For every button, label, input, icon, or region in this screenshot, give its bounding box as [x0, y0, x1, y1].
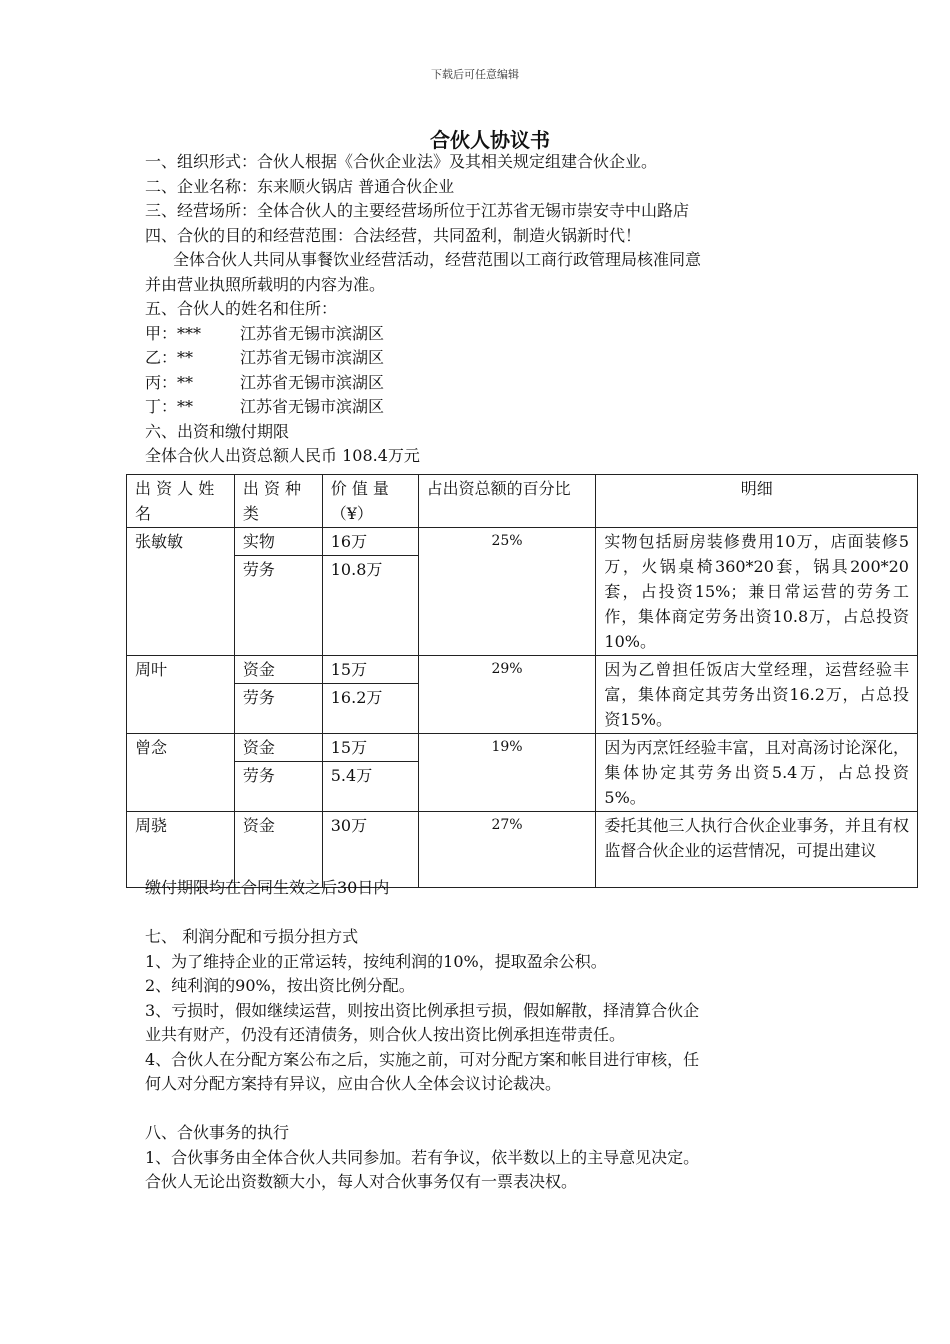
- person-row: [145, 371, 825, 396]
- table-row: [127, 656, 918, 684]
- contribution-value: 10.8万: [322, 556, 418, 656]
- clause-7: 七、 利润分配和亏损分担方式: [145, 927, 359, 946]
- contribution-percent: 19%: [418, 734, 596, 812]
- document-title: 合伙人协议书: [430, 128, 550, 152]
- contribution-value: 30万: [322, 812, 418, 888]
- person-name: 甲：***: [145, 323, 202, 343]
- investor-name: 周叶: [127, 656, 235, 734]
- scope-line-1: 全体合伙人共同从事餐饮业经营活动，经营范围以工商行政管理局核准同意: [173, 250, 702, 269]
- contribution-percent: 27%: [418, 812, 596, 888]
- clause-7-item-4-cont: 何人对分配方案持有异议，应由合伙人全体会议讨论裁决。: [145, 1074, 562, 1093]
- clause-6: 六、出资和缴付期限: [145, 421, 290, 441]
- contribution-detail: 实物包括厨房装修费用10万，店面装修5万，火锅桌椅360*20套，锅具200*20套，占投资15%；兼日常运营的劳务工作，集体商定劳务出资10.8万，占总投资10%。: [596, 528, 918, 656]
- person-address: 江苏省无锡市滨湖区: [240, 397, 385, 416]
- contribution-percent: 25%: [418, 528, 596, 656]
- intro-section: [145, 150, 825, 469]
- contribution-type: 劳务: [234, 762, 322, 812]
- blank-line: [145, 901, 825, 926]
- clause-7-item-1: 1、为了维持企业的正常运转，按纯利润的10%，提取盈余公积。: [145, 951, 607, 971]
- header-cell: 价 值 量（¥）: [322, 475, 418, 528]
- contribution-value: 5.4万: [322, 762, 418, 812]
- table-row: [127, 528, 918, 556]
- contribution-type: 劳务: [234, 684, 322, 734]
- table-row: [127, 734, 918, 762]
- contribution-detail: 因为丙烹饪经验丰富，且对高汤讨论深化，集体协定其劳务出资5.4万，占总投资5%。: [596, 734, 918, 812]
- person-name: 丙：**: [145, 372, 194, 392]
- person-row: [145, 395, 825, 420]
- contribution-percent: 29%: [418, 656, 596, 734]
- contribution-detail: 因为乙曾担任饭店大堂经理，运营经验丰富，集体商定其劳务出资16.2万，占总投资15%。: [596, 656, 918, 734]
- clause-3: 三、经营场所：全体合伙人的主要经营场所位于江苏省无锡市崇安寺中山路店: [145, 201, 690, 220]
- person-row: [145, 346, 825, 371]
- header-cell: 出 资 种 类: [234, 475, 322, 528]
- page-header: 下载后可任意编辑: [431, 68, 519, 81]
- header-cell: 出 资 人 姓 名: [127, 475, 235, 528]
- person-address: 江苏省无锡市滨湖区: [240, 348, 385, 367]
- investor-name: 周骁: [127, 812, 235, 888]
- blank-line: [145, 1097, 825, 1122]
- clause-8-item-1: 1、合伙事务由全体合伙人共同参加。若有争议，依半数以上的主导意见决定。: [145, 1147, 700, 1167]
- contribution-type: 资金: [234, 812, 322, 888]
- person-address: 江苏省无锡市滨湖区: [240, 372, 385, 392]
- clause-1: 一、组织形式：合伙人根据《合伙企业法》及其相关规定组建合伙企业。: [145, 152, 658, 171]
- clause-4: 四、合伙的目的和经营范围：合法经营，共同盈利，制造火锅新时代！: [145, 225, 642, 245]
- total-investment: 全体合伙人出资总额人民币 108.4万元: [145, 446, 420, 465]
- contribution-type: 实物: [234, 528, 322, 556]
- clause-2: 二、企业名称：东来顺火锅店 普通合伙企业: [145, 176, 455, 196]
- person-address: 江苏省无锡市滨湖区: [240, 323, 385, 343]
- contribution-value: 16万: [322, 528, 418, 556]
- investment-table: [126, 474, 918, 888]
- contribution-value: 16.2万: [322, 684, 418, 734]
- contribution-value: 15万: [322, 734, 418, 762]
- clause-7-item-2: 2、纯利润的90%，按出资比例分配。: [145, 976, 415, 995]
- contribution-value: 15万: [322, 656, 418, 684]
- person-name: 乙：**: [145, 348, 194, 367]
- clause-8-item-1-cont: 合伙人无论出资数额大小，每人对合伙事务仅有一票表决权。: [145, 1172, 578, 1191]
- investor-name: 曾念: [127, 734, 235, 812]
- contribution-type: 劳务: [234, 556, 322, 656]
- contribution-detail: 委托其他三人执行合伙企业事务，并且有权监督合伙企业的运营情况，可提出建议: [596, 812, 918, 888]
- contribution-type: 资金: [234, 656, 322, 684]
- table-header-row: [127, 475, 918, 528]
- clause-8: 八、合伙事务的执行: [145, 1123, 290, 1142]
- person-row: [145, 322, 825, 347]
- clause-7-item-4: 4、合伙人在分配方案公布之后，实施之前，可对分配方案和帐目进行审核，任: [145, 1049, 700, 1069]
- lower-section: [145, 876, 825, 1195]
- header-cell: 占出资总额的百分比: [418, 475, 596, 528]
- investor-name: 张敏敏: [127, 528, 235, 656]
- header-cell: 明细: [596, 475, 918, 528]
- person-name: 丁：**: [145, 397, 194, 416]
- clause-7-item-3-cont: 业共有财产，仍没有还清债务，则合伙人按出资比例承担连带责任。: [145, 1025, 626, 1044]
- contribution-type: 资金: [234, 734, 322, 762]
- payment-term: 缴付期限均在合同生效之后30日内: [145, 878, 390, 897]
- clause-5: 五、合伙人的姓名和住所：: [145, 299, 338, 318]
- clause-7-item-3: 3、亏损时，假如继续运营，则按出资比例承担亏损，假如解散，择清算合伙企: [145, 1000, 700, 1020]
- scope-line-2: 并由营业执照所载明的内容为准。: [145, 274, 386, 294]
